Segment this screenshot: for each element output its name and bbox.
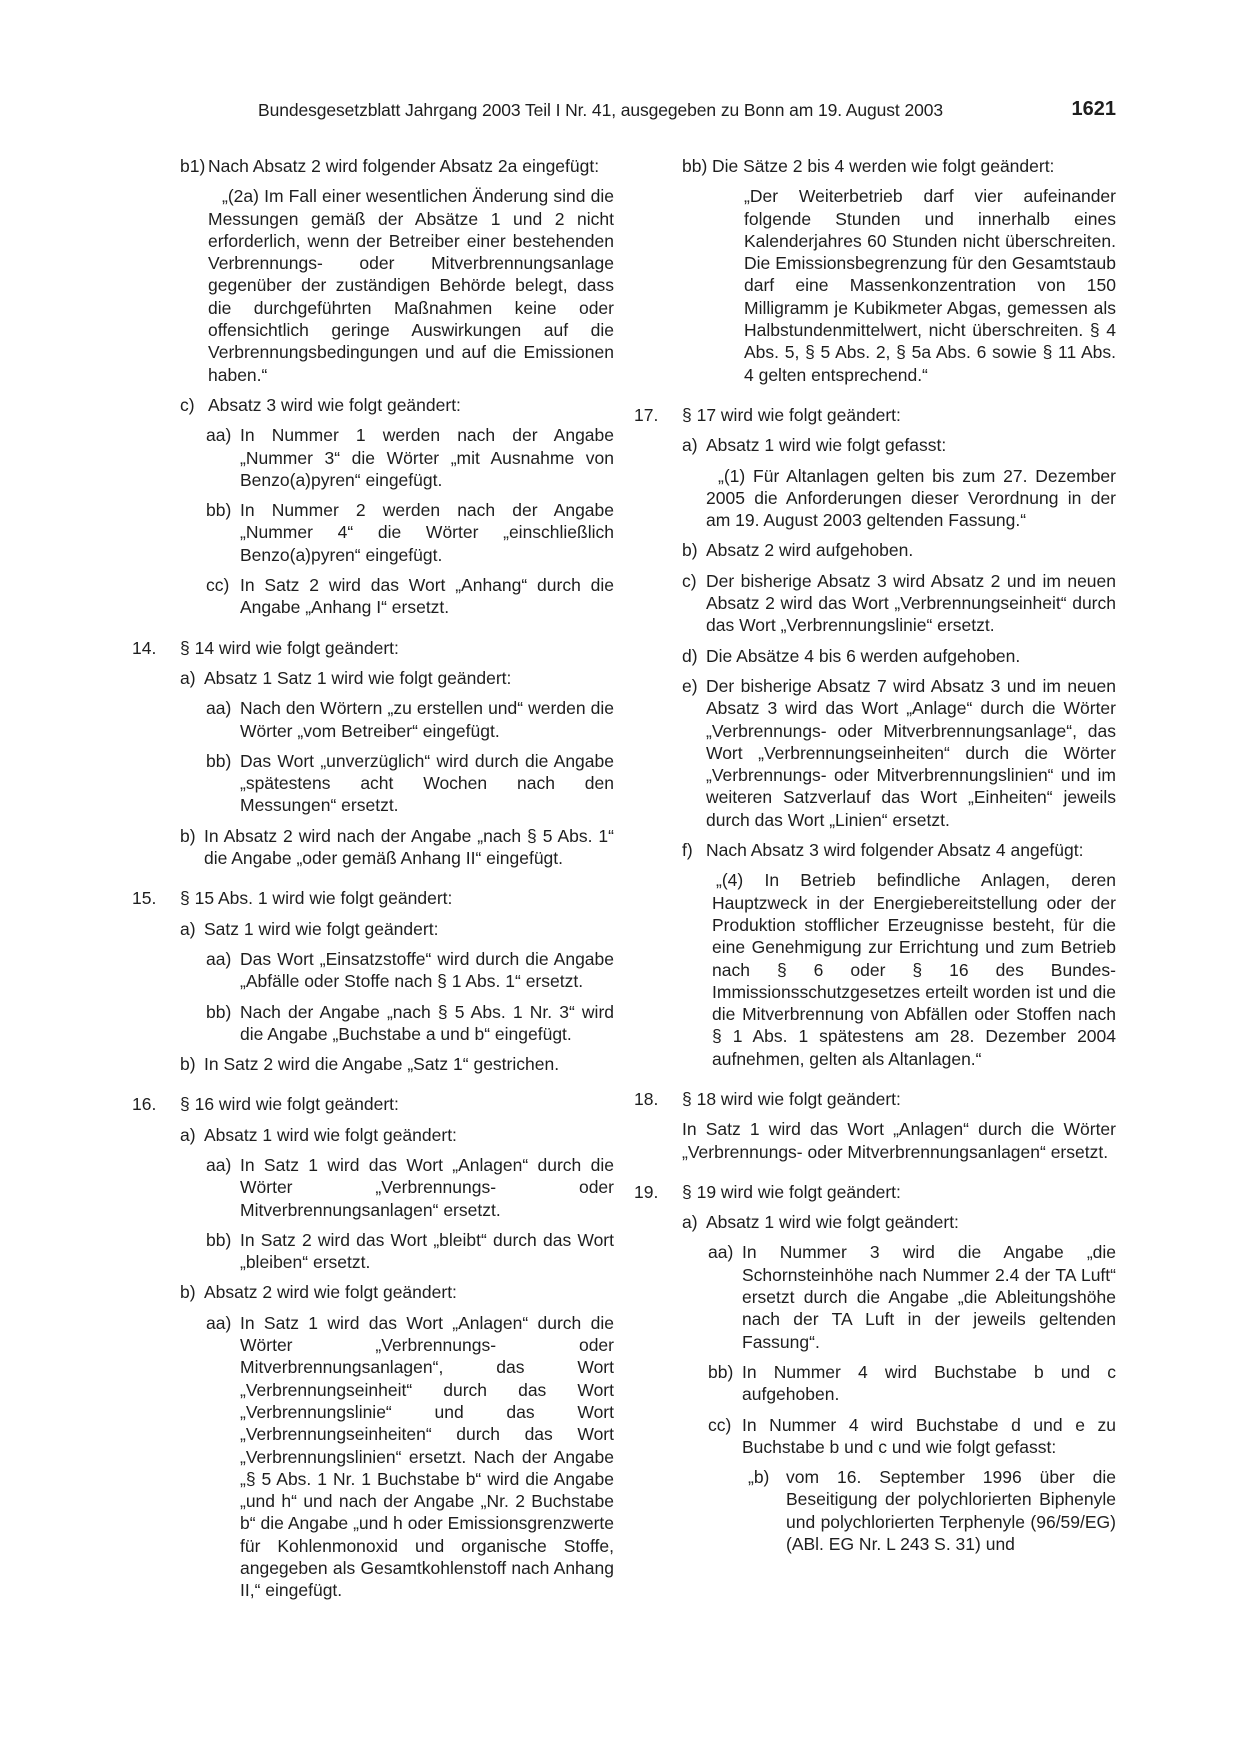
- page-number: 1621: [1071, 98, 1116, 120]
- item-mark: b): [180, 1054, 196, 1075]
- item-text: Der bisherige Absatz 3 wird Absatz 2 und im neuen Absatz 2 wird das Wort „Verbrennungseinheit“ durch das Wort „Verbrennungslinie“ ersetzt.: [706, 570, 1116, 636]
- item-15-a: [180, 918, 614, 940]
- quote-text: „(2a) Im Fall einer wesentlichen Änderung sind die Messungen gemäß der Absätze 1 und 2 nicht erforderlich, wenn der Betreiber einer bestehenden Verbrennungs- oder Mitverbrennungsanlage gegenüber der zuständigen Behörde belegt, dass die durchgeführten Maßnahmen keine oder offensichtlich geringe Auswirkungen auf die Verbrennungsbedingungen und auf die Emissionen haben.“: [208, 186, 614, 385]
- item-17-f: [682, 839, 1116, 861]
- item-text: § 16 wird wie folgt geändert:: [180, 1094, 399, 1115]
- item-mark: a): [180, 918, 196, 939]
- item-19-a: [682, 1211, 1116, 1233]
- item-number: 16.: [132, 1094, 157, 1115]
- item-text: In Satz 2 wird das Wort „Anhang“ durch die Angabe „Anhang I“ ersetzt.: [240, 575, 614, 618]
- item-mark: cc): [206, 575, 230, 596]
- item-18: [634, 1088, 1116, 1110]
- item-mark: f): [682, 840, 693, 861]
- item-mark: a): [682, 1212, 698, 1233]
- item-text: In Satz 1 wird das Wort „Anlagen“ durch die Wörter „Verbrennungs- oder Mitverbrennungsanlagen“ ersetzt.: [240, 1154, 614, 1220]
- item-mark: aa): [206, 948, 232, 969]
- item-mark: aa): [206, 698, 232, 719]
- item-mark: aa): [206, 1154, 232, 1175]
- item-mark: b): [180, 1282, 196, 1303]
- item-b1: [180, 155, 614, 177]
- quote-2a: [180, 185, 614, 386]
- item-c-bb: [180, 499, 614, 566]
- item-19-a-cc-b: [682, 1466, 1116, 1555]
- item-text: In Nummer 1 werden nach der Angabe „Nummer 3“ die Wörter „mit Ausnahme von Benzo(a)pyren“ eingefügt.: [240, 425, 614, 490]
- item-bb: [682, 155, 1116, 177]
- item-mark: a): [180, 667, 196, 688]
- item-text: § 19 wird wie folgt geändert:: [682, 1181, 901, 1202]
- item-16: [132, 1093, 614, 1115]
- item-text: Der bisherige Absatz 7 wird Absatz 3 und im neuen Absatz 3 wird das Wort „Anlage“ durch die Wörter „Verbrennungs- oder Mitverbrennungsanlage“, das Wort „Verbrennungseinheiten“ durch die Wörter „Verbrennungs- oder Mitverbrennungslinien“ und im weiteren Satzverlauf das Wort „Einheiten“ jeweils durch das Wort „Linien“ ersetzt.: [706, 675, 1116, 830]
- item-text: § 17 wird wie folgt geändert:: [682, 404, 901, 425]
- item-mark: cc): [708, 1414, 732, 1435]
- left-column: [132, 155, 614, 1602]
- item-text: Satz 1 wird wie folgt geändert:: [204, 918, 439, 939]
- item-17-c: [682, 570, 1116, 637]
- item-number: 14.: [132, 637, 157, 658]
- item-c: [180, 394, 614, 416]
- item-18-body: [682, 1118, 1116, 1163]
- item-text: § 14 wird wie folgt geändert:: [180, 637, 399, 658]
- item-text: Nach Absatz 2 wird folgender Absatz 2a eingefügt:: [208, 156, 600, 176]
- item-mark: bb): [708, 1361, 734, 1382]
- quote-absatz-1: [682, 465, 1116, 532]
- item-mark: bb): [682, 156, 708, 176]
- item-mark: „b): [748, 1467, 770, 1488]
- item-19: [634, 1181, 1116, 1203]
- item-text: Absatz 1 wird wie folgt geändert:: [204, 1124, 457, 1145]
- item-14-a-bb: [180, 750, 614, 817]
- item-14-a-aa: [180, 697, 614, 742]
- item-text: In Satz 2 wird die Angabe „Satz 1“ gestrichen.: [204, 1054, 560, 1075]
- item-16-b-aa: [180, 1312, 614, 1602]
- item-mark: e): [682, 675, 698, 696]
- item-text: Die Absätze 4 bis 6 werden aufgehoben.: [706, 645, 1021, 666]
- quote-weiterbetrieb: [682, 185, 1116, 386]
- item-mark: b): [682, 540, 698, 561]
- item-19-a-cc: [682, 1414, 1116, 1459]
- item-text: Das Wort „unverzüglich“ wird durch die Angabe „spätestens acht Wochen nach den Messungen“ ersetzt.: [240, 750, 614, 816]
- item-15: [132, 887, 614, 909]
- quote-absatz-4: [682, 869, 1116, 1070]
- item-number: 19.: [634, 1181, 659, 1202]
- item-c-aa: [180, 424, 614, 491]
- item-mark: d): [682, 645, 698, 666]
- item-text: § 15 Abs. 1 wird wie folgt geändert:: [180, 888, 453, 909]
- item-17-e: [682, 675, 1116, 831]
- item-text: Absatz 1 wird wie folgt geändert:: [706, 1212, 959, 1233]
- item-text: In Nummer 4 wird Buchstabe d und e zu Buchstabe b und c und wie folgt gefasst:: [742, 1414, 1116, 1457]
- item-text: Absatz 2 wird wie folgt geändert:: [204, 1282, 457, 1303]
- item-mark: aa): [206, 425, 232, 446]
- item-text: Absatz 2 wird aufgehoben.: [706, 540, 914, 561]
- item-mark: a): [682, 435, 698, 456]
- item-17-b: [682, 539, 1116, 561]
- page-header: [258, 100, 1116, 126]
- item-text: Absatz 3 wird wie folgt geändert:: [208, 394, 461, 415]
- item-text: Das Wort „Einsatzstoffe“ wird durch die Angabe „Abfälle oder Stoffe nach § 1 Abs. 1“ ersetzt.: [240, 948, 614, 992]
- item-text: In Satz 1 wird das Wort „Anlagen“ durch die Wörter „Verbrennungs- oder Mitverbrennungsanlagen“ ersetzt.: [682, 1119, 1116, 1162]
- item-number: 17.: [634, 404, 659, 425]
- item-text: In Satz 2 wird das Wort „bleibt“ durch das Wort „bleiben“ ersetzt.: [240, 1229, 614, 1273]
- item-mark: b1): [180, 156, 206, 176]
- item-text: In Nummer 4 wird Buchstabe b und c aufgehoben.: [742, 1361, 1116, 1405]
- item-16-a: [180, 1124, 614, 1146]
- item-text: Absatz 1 Satz 1 wird wie folgt geändert:: [204, 667, 512, 688]
- item-number: 15.: [132, 888, 157, 909]
- item-16-b: [180, 1281, 614, 1303]
- item-mark: bb): [206, 1229, 232, 1250]
- item-text: In Satz 1 wird das Wort „Anlagen“ durch die Wörter „Verbrennungs- oder Mitverbrennungsanlagen“, das Wort „Verbrennungseinheit“ durch das Wort „Verbrennungslinie“ und das Wort „Verbrennungseinheiten“ durch das Wort „Verbrennungslinien“ ersetzt. Nach der Angabe „§ 5 Abs. 1 Nr. 1 Buchstabe b“ wird die Angabe „und h“ und nach der Angabe „Nr. 2 Buchstabe b“ die Angabe „und h oder Emissionsgrenzwerte für Kohlenmonoxid und organische Stoffe, angegeben als Gesamtkohlenstoff nach Anhang II,“ eingefügt.: [240, 1312, 614, 1601]
- item-text: In Absatz 2 wird nach der Angabe „nach § 5 Abs. 1“ die Angabe „oder gemäß Anhang II“ eingefügt.: [204, 825, 614, 869]
- item-16-a-aa: [180, 1154, 614, 1221]
- item-mark: b): [180, 825, 196, 846]
- header-text: Bundesgesetzblatt Jahrgang 2003 Teil I Nr. 41, ausgegeben zu Bonn am 19. August 2003: [258, 100, 943, 120]
- item-16-a-bb: [180, 1229, 614, 1274]
- item-text: Absatz 1 wird wie folgt gefasst:: [706, 435, 947, 456]
- item-mark: a): [180, 1124, 196, 1145]
- item-mark: aa): [708, 1242, 734, 1263]
- item-text: In Nummer 2 werden nach der Angabe „Nummer 4“ die Wörter „einschließlich Benzo(a)pyren“ eingefügt.: [240, 500, 614, 565]
- item-19-a-aa: [682, 1241, 1116, 1352]
- item-text: In Nummer 3 wird die Angabe „die Schornsteinhöhe nach Nummer 2.4 der TA Luft“ ersetzt durch die Angabe „die Ableitungshöhe nach der TA Luft in der jeweils geltenden Fassung“.: [742, 1242, 1116, 1352]
- item-number: 18.: [634, 1088, 659, 1109]
- item-mark: bb): [206, 750, 232, 771]
- item-text: Nach der Angabe „nach § 5 Abs. 1 Nr. 3“ wird die Angabe „Buchstabe a und b“ eingefügt.: [240, 1001, 614, 1044]
- item-15-b: [180, 1053, 614, 1075]
- item-17-d: [682, 645, 1116, 667]
- item-mark: bb): [206, 500, 232, 521]
- item-15-a-aa: [180, 948, 614, 993]
- quote-text: „Der Weiterbetrieb darf vier aufeinander folgende Stunden und innerhalb eines Kalenderjahres 60 Stunden nicht überschreiten. Die Emissionsbegrenzung für den Gesamtstaub darf eine Massenkonzentration von 150 Milligramm je Kubikmeter Abgas, gemessen als Halbstundenmittelwert, nicht überschreiten. § 4 Abs. 5, § 5 Abs. 2, § 5a Abs. 6 sowie § 11 Abs. 4 gelten entsprechend.“: [744, 186, 1116, 385]
- item-14: [132, 637, 614, 659]
- item-mark: aa): [206, 1312, 232, 1333]
- item-mark: c): [180, 394, 195, 415]
- item-text: Nach Absatz 3 wird folgender Absatz 4 angefügt:: [706, 840, 1084, 861]
- item-15-a-bb: [180, 1001, 614, 1046]
- item-19-a-bb: [682, 1361, 1116, 1406]
- item-14-b: [180, 825, 614, 870]
- quote-text: „(1) Für Altanlagen gelten bis zum 27. Dezember 2005 die Anforderungen dieser Verordnung in der am 19. August 2003 geltenden Fassung.“: [706, 465, 1116, 531]
- item-c-cc: [180, 574, 614, 619]
- item-17-a: [682, 434, 1116, 456]
- item-text: Die Sätze 2 bis 4 werden wie folgt geändert:: [712, 156, 1055, 176]
- quote-text: „(4) In Betrieb befindliche Anlagen, deren Hauptzweck in der Energiebereitstellung oder der Produktion stofflicher Erzeugnisse besteht, für die eine Genehmigung zur Errichtung und zum Betrieb nach § 6 oder § 16 des Bundes-Immissionsschutzgesetzes erteilt worden ist und die die Mitverbrennung von Abfällen oder Stoffen nach § 1 Abs. 1 spätestens am 28. Dezember 2004 aufnehmen, gelten als Altanlagen.“: [712, 870, 1116, 1069]
- item-mark: bb): [206, 1001, 232, 1022]
- item-text: Nach den Wörtern „zu erstellen und“ werden die Wörter „vom Betreiber“ eingefügt.: [240, 698, 614, 741]
- item-14-a: [180, 667, 614, 689]
- item-text: vom 16. September 1996 über die Beseitigung der polychlorierten Biphenyle und polychlorierten Terphenyle (96/59/EG) (ABl. EG Nr. L 243 S. 31) und: [786, 1467, 1116, 1555]
- right-column: [634, 155, 1116, 1555]
- item-text: § 18 wird wie folgt geändert:: [682, 1088, 901, 1109]
- item-mark: c): [682, 570, 697, 591]
- item-17: [634, 404, 1116, 426]
